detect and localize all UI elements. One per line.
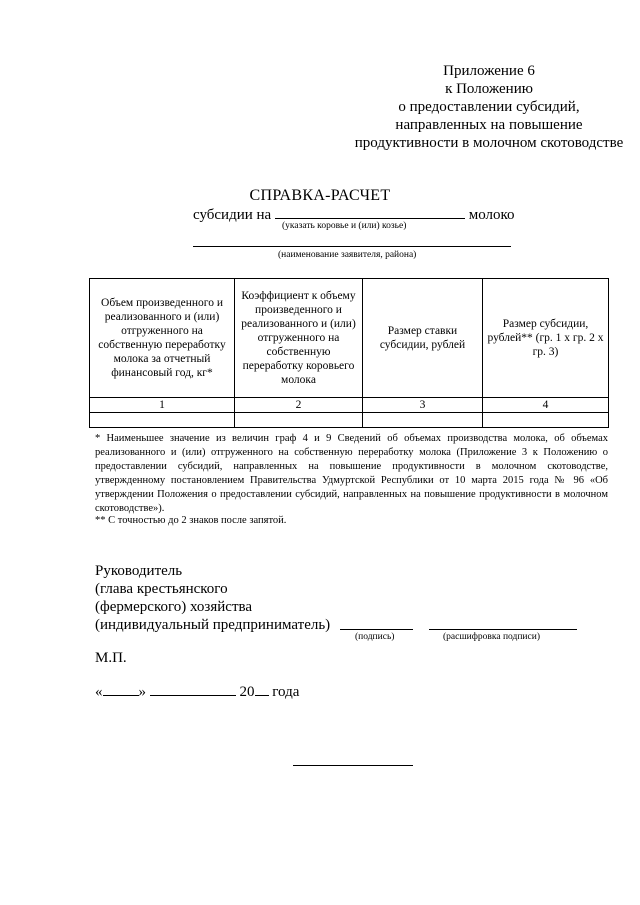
column-number: 1 [90,398,235,413]
year-prefix: 20 [239,684,255,700]
applicant-hint: (наименование заявителя, района) [278,250,417,260]
milk-type-hint: (указать коровье и (или) козье) [282,221,407,231]
date-day-field[interactable] [103,681,139,696]
appendix-header [354,62,624,152]
header-cell-volume: Объем произведенного и реализованного и (или) отгруженного на собственную переработку молока за отчетный финансовый год, кг* [90,279,235,398]
document-title: СПРАВКА-РАСЧЕТ [249,187,391,204]
header-cell-subsidy: Размер субсидии, рублей** (гр. 1 x гр. 2 x гр. 3) [483,279,609,398]
table-header-row [90,279,609,398]
date-month-field[interactable] [150,681,236,696]
date-close-quote: » [138,684,146,700]
column-number: 4 [483,398,609,413]
table-data-row [90,413,609,428]
footnote-volume: * Наименьшее значение из величин граф 4 и 9 Сведений об объемах производства молока, об объемах реализованного и (или) отгруженного на собственную переработку молока (Приложение 3 к Положению о предоставлении субсидий, направленных на повышение продуктивности в молочном скотоводстве, утвержденному постановлением Правительства Удмуртской Республики от 10 марта 2015 года № 96 «Об утверждении Положения о предоставлении субсидий, направленных на повышение продуктивности в молочном скотоводстве»). [95,433,608,514]
year-suffix: года [272,684,300,700]
milk-type-field[interactable] [275,204,465,219]
header-line: к Положению [445,81,533,97]
signature-hint: (подпись) [355,632,395,642]
table-cell[interactable] [363,413,483,428]
signature-role-line: (фермерского) хозяйства [95,599,253,615]
column-number: 3 [363,398,483,413]
header-line: направленных на повышение [395,117,583,133]
header-line: продуктивности в молочном скотоводстве [354,135,624,151]
seal-label: М.П. [95,650,127,666]
header-cell-coefficient: Коэффициент к объему произведенного и реализованного и (или) отгруженного на собственную переработку коровьего молока [235,279,363,398]
date-open-quote: « [95,684,103,700]
applicant-field[interactable] [193,246,511,247]
table-cell[interactable] [483,413,609,428]
date-year-field[interactable] [255,681,269,696]
signature-field[interactable] [340,629,413,630]
column-number: 2 [235,398,363,413]
date-line [95,681,299,702]
header-line: Приложение 6 [443,63,535,79]
header-cell-rate: Размер ставки субсидии, рублей [363,279,483,398]
bottom-line [293,765,413,766]
signature-role-line: Руководитель [95,563,183,579]
signature-role-line: (индивидуальный предприниматель) [95,617,331,633]
subsidy-prefix: субсидии на [193,207,272,223]
footnote-precision: ** С точностью до 2 знаков после запятой. [95,515,287,526]
signature-decoding-hint: (расшифровка подписи) [443,632,540,642]
header-line: о предоставлении субсидий, [398,99,580,115]
table-cell[interactable] [235,413,363,428]
signature-decoding-field[interactable] [429,629,577,630]
subsidy-suffix: молоко [468,207,515,223]
table-cell[interactable] [90,413,235,428]
table-number-row [90,398,609,413]
calculation-table [89,278,609,428]
signature-role-line: (глава крестьянского [95,581,228,597]
